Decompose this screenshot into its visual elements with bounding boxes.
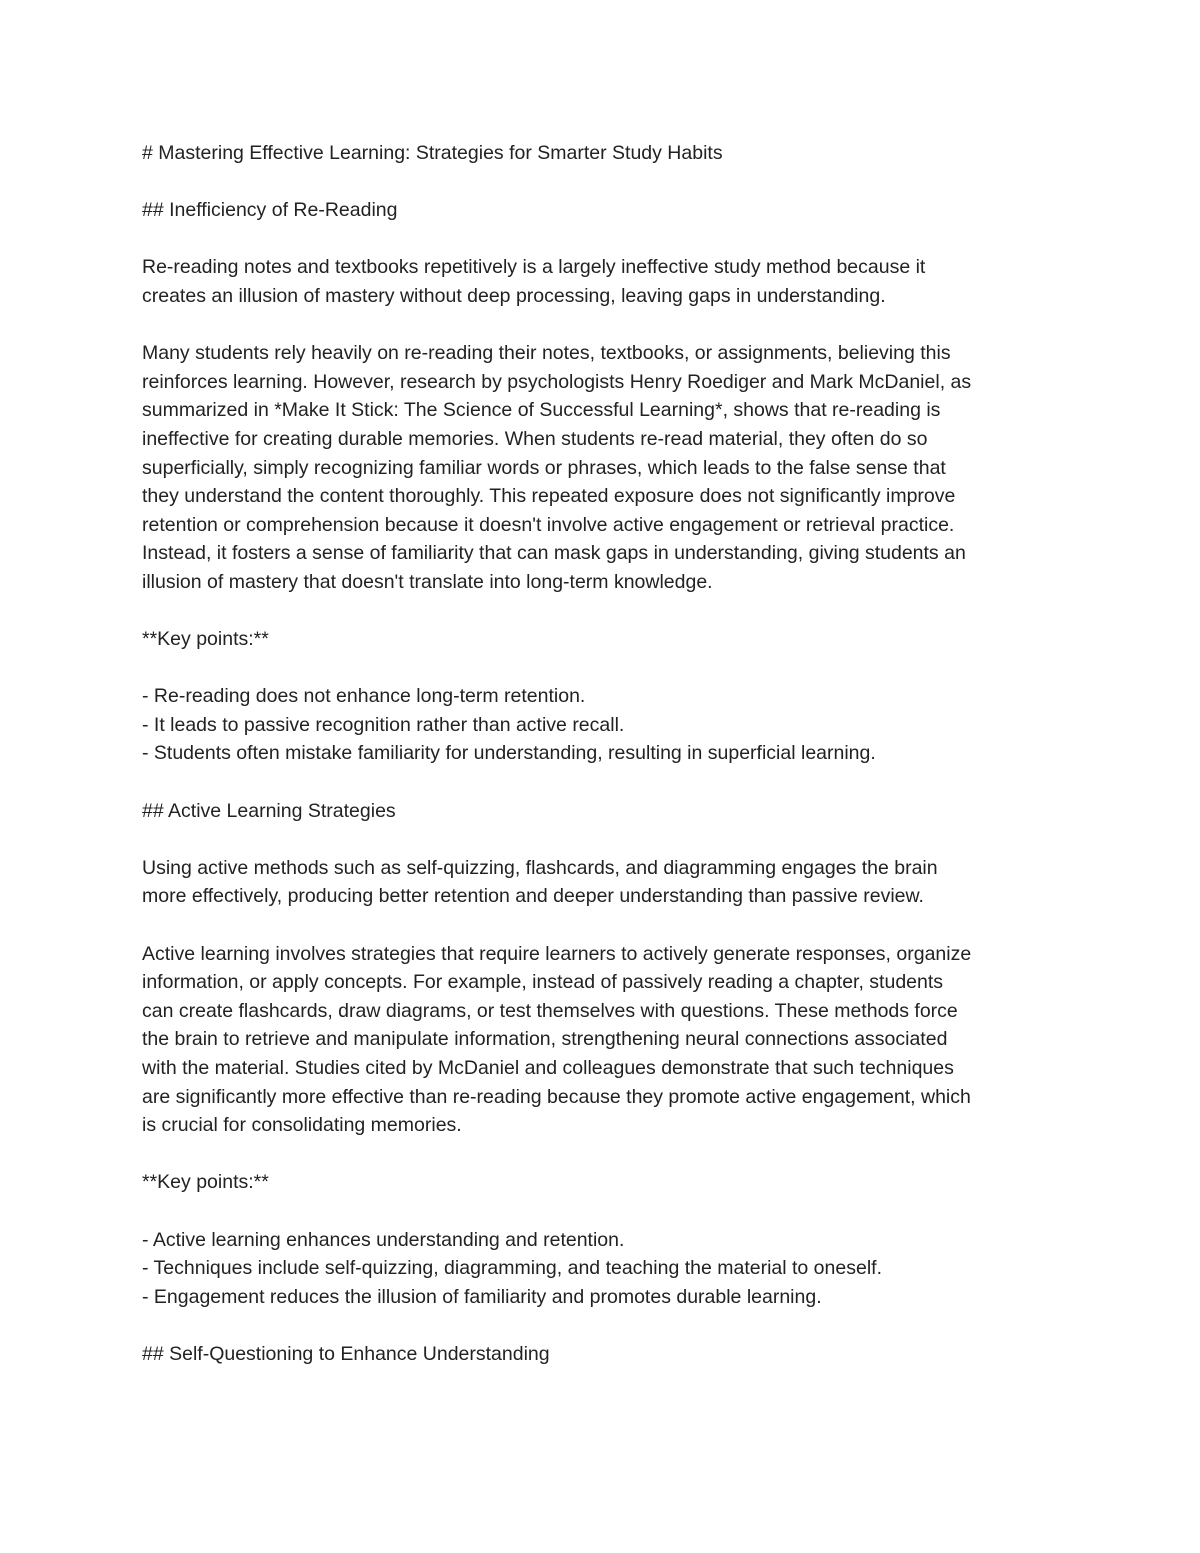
list-item: - Active learning enhances understanding and retention. (142, 1228, 625, 1251)
list-item: - Techniques include self-quizzing, diagramming, and teaching the material to oneself. (142, 1257, 882, 1280)
paragraph-line: information, or apply concepts. For example, instead of passively reading a chapter, students (142, 971, 944, 994)
section-heading: ## Self-Questioning to Enhance Understanding (142, 1342, 550, 1365)
list-item: - Engagement reduces the illusion of familiarity and promotes durable learning. (142, 1285, 822, 1308)
paragraph-line: are significantly more effective than re-reading because they promote active engagement, which (142, 1085, 971, 1108)
document-page (142, 139, 1072, 1369)
paragraph-line: the brain to retrieve and manipulate information, strengthening neural connections associated (142, 1028, 948, 1051)
section-heading-active-learning (142, 797, 1072, 826)
section-heading: ## Inefficiency of Re-Reading (142, 199, 398, 222)
paragraph-line: superficially, simply recognizing familiar words or phrases, which leads to the false sense that (142, 456, 946, 479)
paragraph-line: Many students rely heavily on re-reading their notes, textbooks, or assignments, believing this (142, 342, 951, 365)
list-item: - It leads to passive recognition rather than active recall. (142, 713, 625, 736)
key-points-label-active-learning (142, 1168, 1072, 1197)
key-points-label-rereading (142, 625, 1072, 654)
paragraph-line: creates an illusion of mastery without deep processing, leaving gaps in understanding. (142, 284, 886, 307)
section-body-active-learning (142, 940, 1072, 1140)
paragraph-line: retention or comprehension because it doesn't involve active engagement or retrieval practice. (142, 513, 955, 536)
paragraph-line: is crucial for consolidating memories. (142, 1114, 462, 1137)
paragraph-line: they understand the content thoroughly. This repeated exposure does not significantly improve (142, 485, 956, 508)
section-heading: ## Active Learning Strategies (142, 799, 396, 822)
paragraph-line: can create flashcards, draw diagrams, or test themselves with questions. These methods force (142, 999, 958, 1022)
section-heading-rereading (142, 196, 1072, 225)
document-title (142, 139, 1072, 168)
paragraph-line: Active learning involves strategies that require learners to actively generate responses, organize (142, 942, 972, 965)
paragraph-line: more effectively, producing better retention and deeper understanding than passive review. (142, 885, 924, 908)
section-summary-rereading (142, 253, 1072, 310)
section-body-rereading (142, 339, 1072, 596)
paragraph-line: Instead, it fosters a sense of familiarity that can mask gaps in understanding, giving students an (142, 542, 966, 565)
paragraph-line: with the material. Studies cited by McDaniel and colleagues demonstrate that such techniques (142, 1057, 954, 1079)
title-line: # Mastering Effective Learning: Strategies for Smarter Study Habits (142, 142, 723, 164)
paragraph-line: reinforces learning. However, research by psychologists Henry Roediger and Mark McDaniel, as (142, 370, 972, 393)
list-item: - Re-reading does not enhance long-term retention. (142, 685, 586, 708)
key-points-label: **Key points:** (142, 1171, 269, 1194)
section-heading-self-questioning (142, 1340, 1072, 1369)
list-item: - Students often mistake familiarity for understanding, resulting in superficial learning. (142, 742, 876, 765)
paragraph-line: illusion of mastery that doesn't translate into long-term knowledge. (142, 570, 713, 593)
key-points-label: **Key points:** (142, 628, 269, 651)
paragraph-line: Using active methods such as self-quizzing, flashcards, and diagramming engages the brain (142, 856, 938, 879)
key-points-list-active-learning (142, 1226, 1072, 1312)
paragraph-line: ineffective for creating durable memories. When students re-read material, they often do so (142, 427, 928, 450)
paragraph-line: Re-reading notes and textbooks repetitively is a largely ineffective study method because it (142, 256, 926, 279)
key-points-list-rereading (142, 682, 1072, 768)
section-summary-active-learning (142, 854, 1072, 911)
paragraph-line: summarized in *Make It Stick: The Science of Successful Learning*, shows that re-reading is (142, 399, 941, 422)
